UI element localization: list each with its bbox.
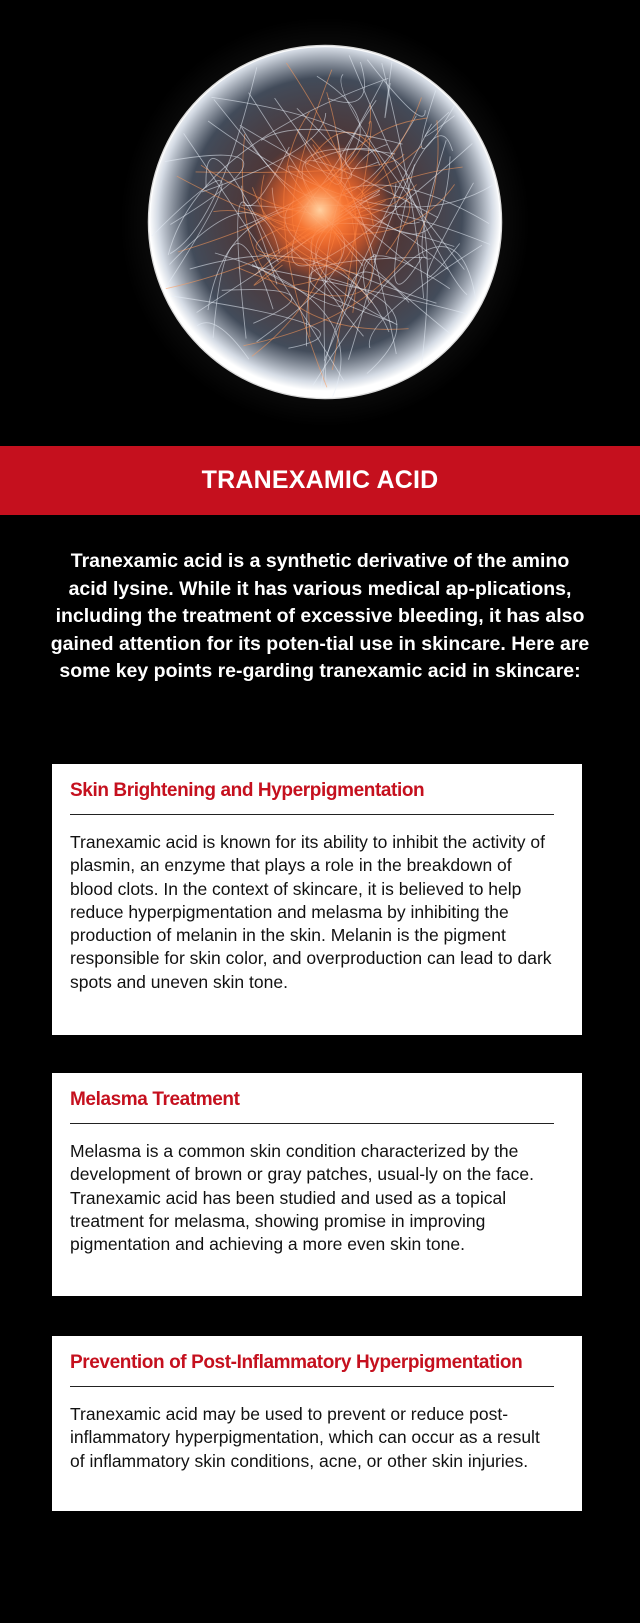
info-card xyxy=(52,764,582,1035)
card-title: Melasma Treatment xyxy=(70,1089,240,1110)
info-card xyxy=(52,1073,582,1296)
title-banner xyxy=(0,446,640,515)
molecule-sphere-illustration xyxy=(0,0,640,446)
card-title: Skin Brightening and Hyperpigmentation xyxy=(70,780,425,801)
card-body: Melasma is a common skin condition characterized by the development of brown or gray patches, usual-ly on the face. Tranexamic acid has been studied and used as a topical treatment for melasma, showing promise in improving pigmentation and achieving a more even skin tone. xyxy=(70,1141,535,1255)
hero-image xyxy=(0,0,640,446)
card-divider xyxy=(70,1123,554,1124)
info-card xyxy=(52,1336,582,1511)
card-title: Prevention of Post-Inflammatory Hyperpigmentation xyxy=(70,1352,523,1373)
card-body: Tranexamic acid may be used to prevent or reduce post-inflammatory hyperpigmentation, which can occur as a result of inflammatory skin conditions, acne, or other skin injuries. xyxy=(70,1404,540,1471)
page-title: TRANEXAMIC ACID xyxy=(201,466,439,494)
card-body: Tranexamic acid is known for its ability to inhibit the activity of plasmin, an enzyme that plays a role in the breakdown of blood clots. In the context of skincare, it is believed to help reduce hyperpigmentation and melasma by inhibiting the production of melanin in the skin. Melanin is the pigment responsible for skin color, and overproduction can lead to dark spots and uneven skin tone. xyxy=(70,832,552,992)
card-divider xyxy=(70,814,554,815)
intro-paragraph: Tranexamic acid is a synthetic derivative of the amino acid lysine. While it has various medical ap-plications, including the treatment of excessive bleeding, it has also gained attention for its poten-tial use in skincare. Here are some key points re-garding tranexamic acid in skincare: xyxy=(50,550,590,682)
card-divider xyxy=(70,1386,554,1387)
